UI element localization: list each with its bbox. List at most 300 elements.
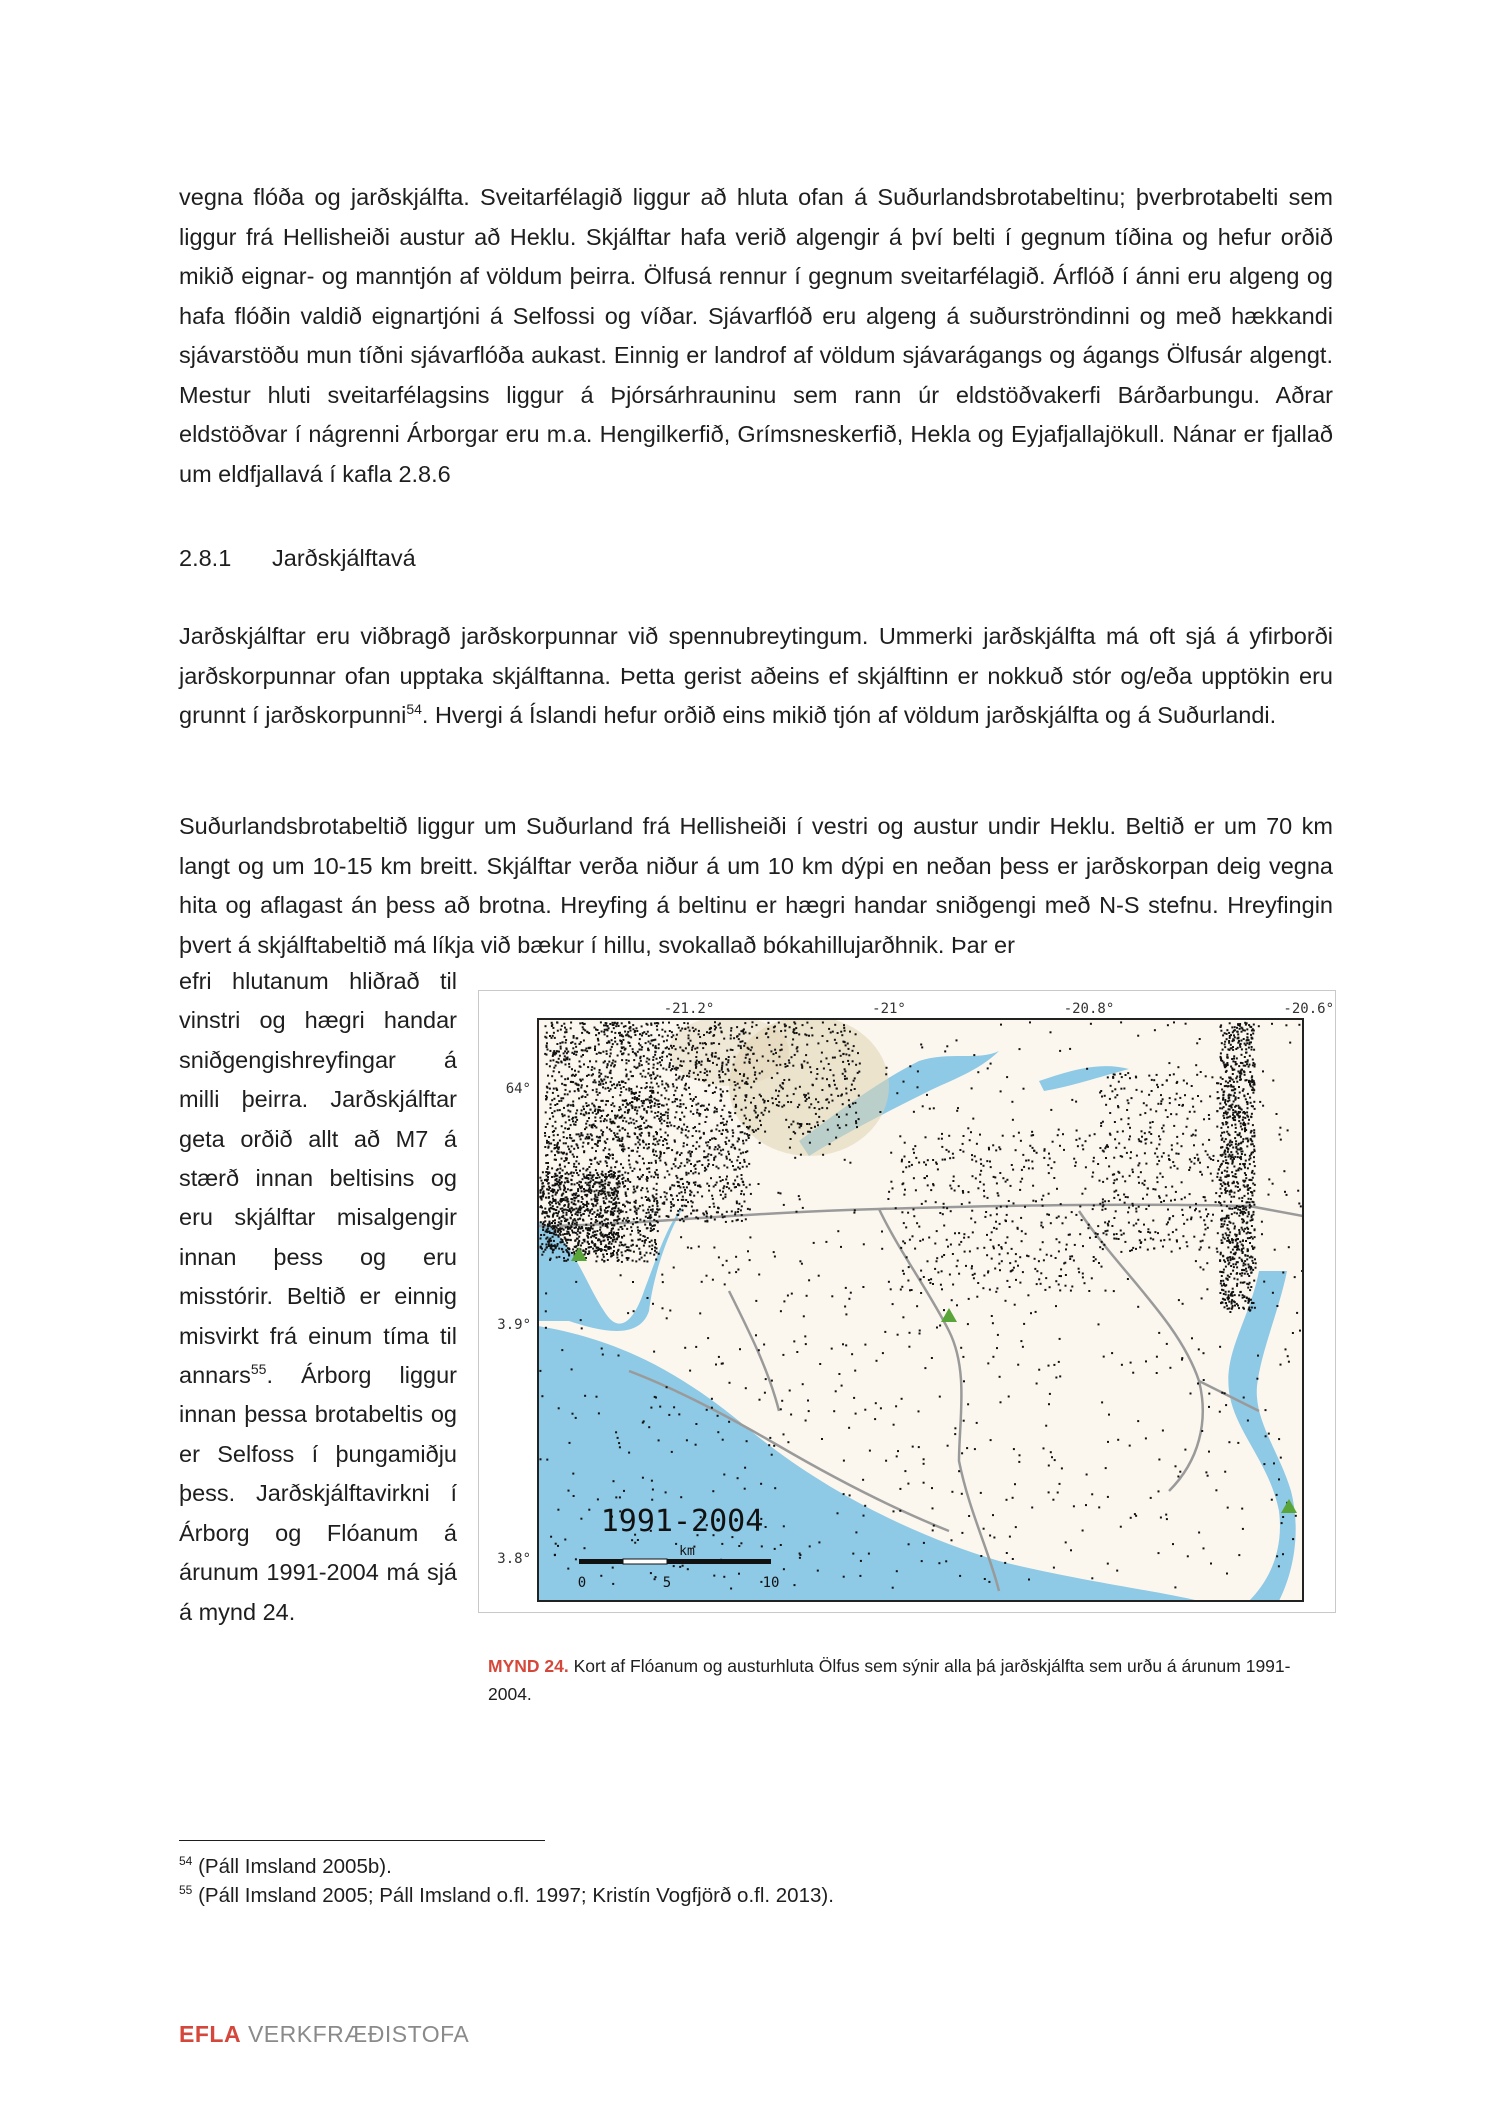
epicenter-dot bbox=[590, 1236, 592, 1238]
epicenter-dot bbox=[618, 1442, 620, 1444]
epicenter-dot bbox=[1251, 1216, 1253, 1218]
epicenter-dot bbox=[1122, 1176, 1124, 1178]
epicenter-dot bbox=[632, 1024, 634, 1026]
epicenter-dot bbox=[578, 1097, 580, 1099]
epicenter-dot bbox=[1009, 1536, 1011, 1538]
epicenter-dot bbox=[544, 1146, 546, 1148]
epicenter-dot bbox=[547, 1183, 549, 1185]
epicenter-dot bbox=[596, 1088, 598, 1090]
epicenter-dot bbox=[1048, 1214, 1050, 1216]
epicenter-dot bbox=[641, 1197, 643, 1199]
epicenter-dot bbox=[666, 1039, 668, 1041]
epicenter-dot bbox=[901, 1159, 903, 1161]
epicenter-dot bbox=[1036, 1283, 1038, 1285]
epicenter-dot bbox=[1232, 1288, 1234, 1290]
epicenter-dot bbox=[1108, 1221, 1110, 1223]
epicenter-dot bbox=[886, 1067, 888, 1069]
epicenter-dot bbox=[586, 1175, 588, 1177]
epicenter-dot bbox=[695, 1096, 697, 1098]
epicenter-dot bbox=[675, 1048, 677, 1050]
epicenter-dot bbox=[581, 1032, 583, 1034]
epicenter-dot bbox=[838, 1116, 840, 1118]
epicenter-dot bbox=[565, 1159, 567, 1161]
epicenter-dot bbox=[755, 1078, 757, 1080]
epicenter-dot bbox=[1165, 1186, 1167, 1188]
epicenter-dot bbox=[1251, 1046, 1253, 1048]
epicenter-dot bbox=[1224, 1153, 1226, 1155]
epicenter-dot bbox=[841, 1034, 843, 1036]
epicenter-dot bbox=[1042, 1226, 1044, 1228]
epicenter-dot bbox=[908, 1165, 910, 1167]
epicenter-dot bbox=[1141, 1130, 1143, 1132]
epicenter-dot bbox=[1241, 1259, 1243, 1261]
epicenter-dot bbox=[627, 1031, 629, 1033]
epicenter-dot bbox=[597, 1498, 599, 1500]
epicenter-dot bbox=[1111, 1352, 1113, 1354]
epicenter-dot bbox=[1229, 1191, 1231, 1193]
epicenter-dot bbox=[1244, 1264, 1246, 1266]
epicenter-dot bbox=[1097, 1163, 1099, 1165]
epicenter-dot bbox=[744, 1161, 746, 1163]
epicenter-dot bbox=[1043, 1259, 1045, 1261]
epicenter-dot bbox=[1222, 1236, 1224, 1238]
epicenter-dot bbox=[745, 1107, 747, 1109]
epicenter-dot bbox=[1200, 1240, 1202, 1242]
epicenter-dot bbox=[1220, 1135, 1222, 1137]
epicenter-dot bbox=[1233, 1166, 1235, 1168]
epicenter-dot bbox=[556, 1103, 558, 1105]
epicenter-dot bbox=[613, 1174, 615, 1176]
epicenter-dot bbox=[604, 1235, 606, 1237]
epicenter-dot bbox=[549, 1035, 551, 1037]
epicenter-dot bbox=[789, 1026, 791, 1028]
epicenter-dot bbox=[576, 1051, 578, 1053]
epicenter-dot bbox=[716, 1108, 718, 1110]
epicenter-dot bbox=[1119, 1073, 1121, 1075]
epicenter-dot bbox=[625, 1180, 627, 1182]
epicenter-dot bbox=[837, 1032, 839, 1034]
epicenter-dot bbox=[612, 1252, 614, 1254]
epicenter-dot bbox=[1253, 1211, 1255, 1213]
epicenter-dot bbox=[1231, 1196, 1233, 1198]
epicenter-dot bbox=[651, 1039, 653, 1041]
epicenter-dot bbox=[1238, 1037, 1240, 1039]
epicenter-dot bbox=[714, 1219, 716, 1221]
epicenter-dot bbox=[1124, 1180, 1126, 1182]
epicenter-dot bbox=[712, 1490, 714, 1492]
epicenter-dot bbox=[946, 1045, 948, 1047]
epicenter-dot bbox=[558, 1058, 560, 1060]
footnote-ref-55[interactable]: 55 bbox=[250, 1361, 267, 1378]
epicenter-dot bbox=[1093, 1205, 1095, 1207]
epicenter-dot bbox=[790, 1414, 792, 1416]
epicenter-dot bbox=[626, 1075, 628, 1077]
epicenter-dot bbox=[546, 1179, 548, 1181]
epicenter-dot bbox=[557, 1234, 559, 1236]
epicenter-dot bbox=[541, 1395, 543, 1397]
epicenter-dot bbox=[641, 1075, 643, 1077]
epicenter-dot bbox=[571, 1068, 573, 1070]
epicenter-dot bbox=[639, 1033, 641, 1035]
epicenter-dot bbox=[667, 1112, 669, 1114]
epicenter-dot bbox=[648, 1199, 650, 1201]
epicenter-dot bbox=[620, 1050, 622, 1052]
epicenter-dot bbox=[1286, 1194, 1288, 1196]
epicenter-dot bbox=[621, 1046, 623, 1048]
epicenter-dot bbox=[986, 1254, 988, 1256]
epicenter-dot bbox=[719, 1023, 721, 1025]
epicenter-dot bbox=[1144, 1180, 1146, 1182]
epicenter-dot bbox=[1073, 1158, 1075, 1160]
epicenter-dot bbox=[1049, 1158, 1051, 1160]
epicenter-dot bbox=[596, 1220, 598, 1222]
epicenter-dot bbox=[556, 1227, 558, 1229]
epicenter-dot bbox=[597, 1094, 599, 1096]
footnote-ref-54[interactable]: 54 bbox=[406, 701, 422, 718]
epicenter-dot bbox=[941, 1133, 943, 1135]
epicenter-dot bbox=[576, 1224, 578, 1226]
epicenter-dot bbox=[710, 1177, 712, 1179]
epicenter-dot bbox=[631, 1106, 633, 1108]
epicenter-dot bbox=[698, 1030, 700, 1032]
epicenter-dot bbox=[688, 1087, 690, 1089]
epicenter-dot bbox=[1236, 1283, 1238, 1285]
epicenter-dot bbox=[1245, 1240, 1247, 1242]
epicenter-dot bbox=[1226, 1190, 1228, 1192]
epicenter-dot bbox=[582, 1230, 584, 1232]
epicenter-dot bbox=[606, 1138, 608, 1140]
epicenter-dot bbox=[673, 1163, 675, 1165]
epicenter-dot bbox=[1073, 1260, 1075, 1262]
epicenter-dot bbox=[673, 1125, 675, 1127]
epicenter-dot bbox=[718, 1130, 720, 1132]
epicenter-dot bbox=[1236, 1273, 1238, 1275]
epicenter-dot bbox=[633, 1310, 635, 1312]
epicenter-dot bbox=[644, 1240, 646, 1242]
epicenter-dot bbox=[1174, 1199, 1176, 1201]
epicenter-dot bbox=[1238, 1206, 1240, 1208]
epicenter-dot bbox=[1123, 1194, 1125, 1196]
epicenter-dot bbox=[923, 1276, 925, 1278]
epicenter-dot bbox=[849, 1162, 851, 1164]
epicenter-dot bbox=[743, 1159, 745, 1161]
epicenter-dot bbox=[619, 1245, 621, 1247]
epicenter-dot bbox=[673, 1185, 675, 1187]
epicenter-dot bbox=[602, 1131, 604, 1133]
epicenter-dot bbox=[553, 1130, 555, 1132]
epicenter-dot bbox=[587, 1182, 589, 1184]
epicenter-dot bbox=[732, 1049, 734, 1051]
epicenter-dot bbox=[1246, 1042, 1248, 1044]
epicenter-dot bbox=[728, 1056, 730, 1058]
epicenter-dot bbox=[564, 1114, 566, 1116]
epicenter-dot bbox=[1229, 1037, 1231, 1039]
epicenter-dot bbox=[951, 1539, 953, 1541]
epicenter-dot bbox=[560, 1100, 562, 1102]
epicenter-dot bbox=[634, 1206, 636, 1208]
epicenter-dot bbox=[846, 1114, 848, 1116]
epicenter-dot bbox=[605, 1173, 607, 1175]
epicenter-dot bbox=[948, 1151, 950, 1153]
epicenter-dot bbox=[722, 1080, 724, 1082]
epicenter-dot bbox=[621, 1022, 623, 1024]
epicenter-dot bbox=[618, 1186, 620, 1188]
epicenter-dot bbox=[1062, 1222, 1064, 1224]
epicenter-dot bbox=[833, 1080, 835, 1082]
epicenter-dot bbox=[762, 1114, 764, 1116]
epicenter-dot bbox=[594, 1027, 596, 1029]
epicenter-dot bbox=[671, 1149, 673, 1151]
epicenter-dot bbox=[705, 1043, 707, 1045]
earthquake-paragraph-tail: . Hvergi á Íslandi hefur orðið eins mikið tjón af völdum jarðskjálfta og á Suðurlandi. bbox=[421, 702, 1277, 728]
epicenter-dot bbox=[618, 1202, 620, 1204]
epicenter-dot bbox=[593, 1211, 595, 1213]
epicenter-dot bbox=[1158, 1143, 1160, 1145]
epicenter-dot bbox=[951, 1188, 953, 1190]
epicenter-dot bbox=[1227, 1100, 1229, 1102]
epicenter-dot bbox=[700, 1071, 702, 1073]
epicenter-dot bbox=[805, 1094, 807, 1096]
epicenter-dot bbox=[1065, 1248, 1067, 1250]
epicenter-dot bbox=[752, 1053, 754, 1055]
epicenter-dot bbox=[1241, 1153, 1243, 1155]
epicenter-dot bbox=[648, 1171, 650, 1173]
epicenter-dot bbox=[573, 1123, 575, 1125]
epicenter-dot bbox=[1271, 1023, 1273, 1025]
epicenter-dot bbox=[649, 1241, 651, 1243]
epicenter-dot bbox=[1230, 1273, 1232, 1275]
epicenter-dot bbox=[743, 1045, 745, 1047]
epicenter-dot bbox=[628, 1122, 630, 1124]
epicenter-dot bbox=[571, 1207, 573, 1209]
epicenter-dot bbox=[919, 1333, 921, 1335]
epicenter-dot bbox=[1169, 1074, 1171, 1076]
epicenter-dot bbox=[1219, 1411, 1221, 1413]
epicenter-dot bbox=[701, 1061, 703, 1063]
epicenter-dot bbox=[677, 1214, 679, 1216]
epicenter-dot bbox=[1151, 1090, 1153, 1092]
epicenter-dot bbox=[1232, 1156, 1234, 1158]
epicenter-dot bbox=[1222, 1298, 1224, 1300]
epicenter-dot bbox=[885, 1460, 887, 1462]
epicenter-dot bbox=[648, 1167, 650, 1169]
epicenter-dot bbox=[666, 1143, 668, 1145]
epicenter-dot bbox=[617, 1234, 619, 1236]
epicenter-dot bbox=[551, 1150, 553, 1152]
epicenter-dot bbox=[1240, 1070, 1242, 1072]
epicenter-dot bbox=[670, 1201, 672, 1203]
epicenter-dot bbox=[722, 1191, 724, 1193]
epicenter-dot bbox=[998, 1146, 1000, 1148]
epicenter-dot bbox=[625, 1082, 627, 1084]
epicenter-dot bbox=[558, 1211, 560, 1213]
epicenter-dot bbox=[1233, 1081, 1235, 1083]
epicenter-dot bbox=[599, 1229, 601, 1231]
epicenter-dot bbox=[646, 1188, 648, 1190]
epicenter-dot bbox=[628, 1257, 630, 1259]
epicenter-dot bbox=[990, 1239, 992, 1241]
epicenter-dot bbox=[630, 1030, 632, 1032]
epicenter-dot bbox=[1065, 1285, 1067, 1287]
epicenter-dot bbox=[690, 1163, 692, 1165]
epicenter-dot bbox=[566, 1233, 568, 1235]
epicenter-dot bbox=[649, 1086, 651, 1088]
epicenter-dot bbox=[1159, 1138, 1161, 1140]
epicenter-dot bbox=[592, 1179, 594, 1181]
epicenter-dot bbox=[552, 1251, 554, 1253]
epicenter-dot bbox=[1224, 1085, 1226, 1087]
epicenter-dot bbox=[739, 1162, 741, 1164]
fault-zone-paragraph: Suðurlandsbrotabeltið liggur um Suðurland frá Hellisheiði í vestri og austur undir Heklu. Beltið er um 70 km langt og um 10-15 km breitt. Skjálftar verða niður á um 10 km dýpi en neðan þess er jarðskorpan deig vegna hita og aflagast án þess að brotna. Hreyfing á beltinu er hægri handar sniðgengi með N-S stefnu. Hreyfingin þvert á skjálftabeltið má líkja við bækur í hillu, svokallað bókahillujarðhnik. Þar er bbox=[179, 813, 1333, 958]
epicenter-dot bbox=[583, 1040, 585, 1042]
epicenter-dot bbox=[1247, 1167, 1249, 1169]
epicenter-dot bbox=[1095, 1258, 1097, 1260]
epicenter-dot bbox=[1149, 1127, 1151, 1129]
epicenter-dot bbox=[1224, 1102, 1226, 1104]
epicenter-dot bbox=[842, 1073, 844, 1075]
epicenter-dot bbox=[1153, 1248, 1155, 1250]
epicenter-dot bbox=[620, 1091, 622, 1093]
epicenter-dot bbox=[632, 1150, 634, 1152]
epicenter-dot bbox=[1250, 1132, 1252, 1134]
epicenter-dot bbox=[661, 1056, 663, 1058]
epicenter-dot bbox=[708, 1190, 710, 1192]
epicenter-dot bbox=[653, 1176, 655, 1178]
epicenter-dot bbox=[590, 1218, 592, 1220]
epicenter-dot bbox=[1238, 1294, 1240, 1296]
epicenter-dot bbox=[716, 1166, 718, 1168]
epicenter-dot bbox=[600, 1129, 602, 1131]
epicenter-dot bbox=[594, 1046, 596, 1048]
epicenter-dot bbox=[1236, 1249, 1238, 1251]
epicenter-dot bbox=[745, 1096, 747, 1098]
epicenter-dot bbox=[673, 1085, 675, 1087]
epicenter-dot bbox=[844, 1068, 846, 1070]
epicenter-dot bbox=[1253, 1280, 1255, 1282]
epicenter-dot bbox=[1120, 1088, 1122, 1090]
epicenter-dot bbox=[781, 1086, 783, 1088]
epicenter-dot bbox=[605, 1250, 607, 1252]
epicenter-dot bbox=[1135, 1223, 1137, 1225]
epicenter-dot bbox=[1250, 1198, 1252, 1200]
epicenter-dot bbox=[693, 1030, 695, 1032]
epicenter-dot bbox=[1175, 1153, 1177, 1155]
epicenter-dot bbox=[689, 1030, 691, 1032]
epicenter-dot bbox=[658, 1439, 660, 1441]
epicenter-dot bbox=[612, 1177, 614, 1179]
epicenter-dot bbox=[580, 1138, 582, 1140]
epicenter-dot bbox=[641, 1064, 643, 1066]
epicenter-dot bbox=[728, 1187, 730, 1189]
epicenter-dot bbox=[614, 1064, 616, 1066]
epicenter-dot bbox=[1225, 1138, 1227, 1140]
epicenter-dot bbox=[1158, 1160, 1160, 1162]
epicenter-dot bbox=[591, 1127, 593, 1129]
epicenter-dot bbox=[646, 1176, 648, 1178]
epicenter-dot bbox=[1248, 1080, 1250, 1082]
epicenter-dot bbox=[1224, 1176, 1226, 1178]
epicenter-dot bbox=[1244, 1172, 1246, 1174]
epicenter-dot bbox=[728, 1070, 730, 1072]
epicenter-dot bbox=[545, 1292, 547, 1294]
epicenter-dot bbox=[610, 1130, 612, 1132]
epicenter-dot bbox=[1244, 1300, 1246, 1302]
epicenter-dot bbox=[1230, 1158, 1232, 1160]
epicenter-dot bbox=[1215, 1192, 1217, 1194]
epicenter-dot bbox=[892, 1303, 894, 1305]
epicenter-dot bbox=[1245, 1048, 1247, 1050]
epicenter-dot bbox=[1241, 1275, 1243, 1277]
epicenter-dot bbox=[1225, 1187, 1227, 1189]
epicenter-dot bbox=[1182, 1235, 1184, 1237]
epicenter-dot bbox=[674, 1068, 676, 1070]
epicenter-dot bbox=[645, 1033, 647, 1035]
epicenter-dot bbox=[621, 1137, 623, 1139]
epicenter-dot bbox=[614, 1041, 616, 1043]
epicenter-dot bbox=[813, 1242, 815, 1244]
epicenter-dot bbox=[1165, 1109, 1167, 1111]
epicenter-dot bbox=[582, 1178, 584, 1180]
epicenter-dot bbox=[722, 1149, 724, 1151]
epicenter-dot bbox=[567, 1239, 569, 1241]
epicenter-dot bbox=[673, 1045, 675, 1047]
epicenter-dot bbox=[544, 1132, 546, 1134]
epicenter-dot bbox=[667, 1109, 669, 1111]
epicenter-dot bbox=[543, 1190, 545, 1192]
epicenter-dot bbox=[1201, 1297, 1203, 1299]
epicenter-dot bbox=[1238, 1229, 1240, 1231]
epicenter-dot bbox=[627, 1172, 629, 1174]
epicenter-dot bbox=[1227, 1082, 1229, 1084]
epicenter-dot bbox=[567, 1128, 569, 1130]
epicenter-dot bbox=[564, 1233, 566, 1235]
epicenter-dot bbox=[1243, 1122, 1245, 1124]
epicenter-dot bbox=[1222, 1099, 1224, 1101]
epicenter-dot bbox=[1249, 1207, 1251, 1209]
epicenter-dot bbox=[612, 1060, 614, 1062]
epicenter-dot bbox=[822, 1154, 824, 1156]
epicenter-dot bbox=[1019, 1048, 1021, 1050]
epicenter-dot bbox=[682, 1049, 684, 1051]
epicenter-dot bbox=[1243, 1038, 1245, 1040]
epicenter-dot bbox=[1150, 1109, 1152, 1111]
epicenter-dot bbox=[559, 1203, 561, 1205]
epicenter-dot bbox=[612, 1234, 614, 1236]
epicenter-dot bbox=[740, 1030, 742, 1032]
epicenter-dot bbox=[750, 1086, 752, 1088]
epicenter-dot bbox=[804, 1096, 806, 1098]
epicenter-dot bbox=[568, 1063, 570, 1065]
epicenter-dot bbox=[1241, 1148, 1243, 1150]
epicenter-dot bbox=[1251, 1140, 1253, 1142]
epicenter-dot bbox=[624, 1129, 626, 1131]
epicenter-dot bbox=[541, 1180, 543, 1182]
epicenter-dot bbox=[605, 1207, 607, 1209]
epicenter-dot bbox=[1225, 1104, 1227, 1106]
epicenter-dot bbox=[595, 1181, 597, 1183]
epicenter-dot bbox=[718, 1167, 720, 1169]
epicenter-dot bbox=[681, 1079, 683, 1081]
epicenter-dot bbox=[1010, 1270, 1012, 1272]
epicenter-dot bbox=[854, 1077, 856, 1079]
epicenter-dot bbox=[670, 1059, 672, 1061]
epicenter-dot bbox=[1144, 1112, 1146, 1114]
epicenter-dot bbox=[661, 1104, 663, 1106]
epicenter-dot bbox=[610, 1237, 612, 1239]
epicenter-dot bbox=[542, 1182, 544, 1184]
epicenter-dot bbox=[823, 1068, 825, 1070]
epicenter-dot bbox=[645, 1216, 647, 1218]
